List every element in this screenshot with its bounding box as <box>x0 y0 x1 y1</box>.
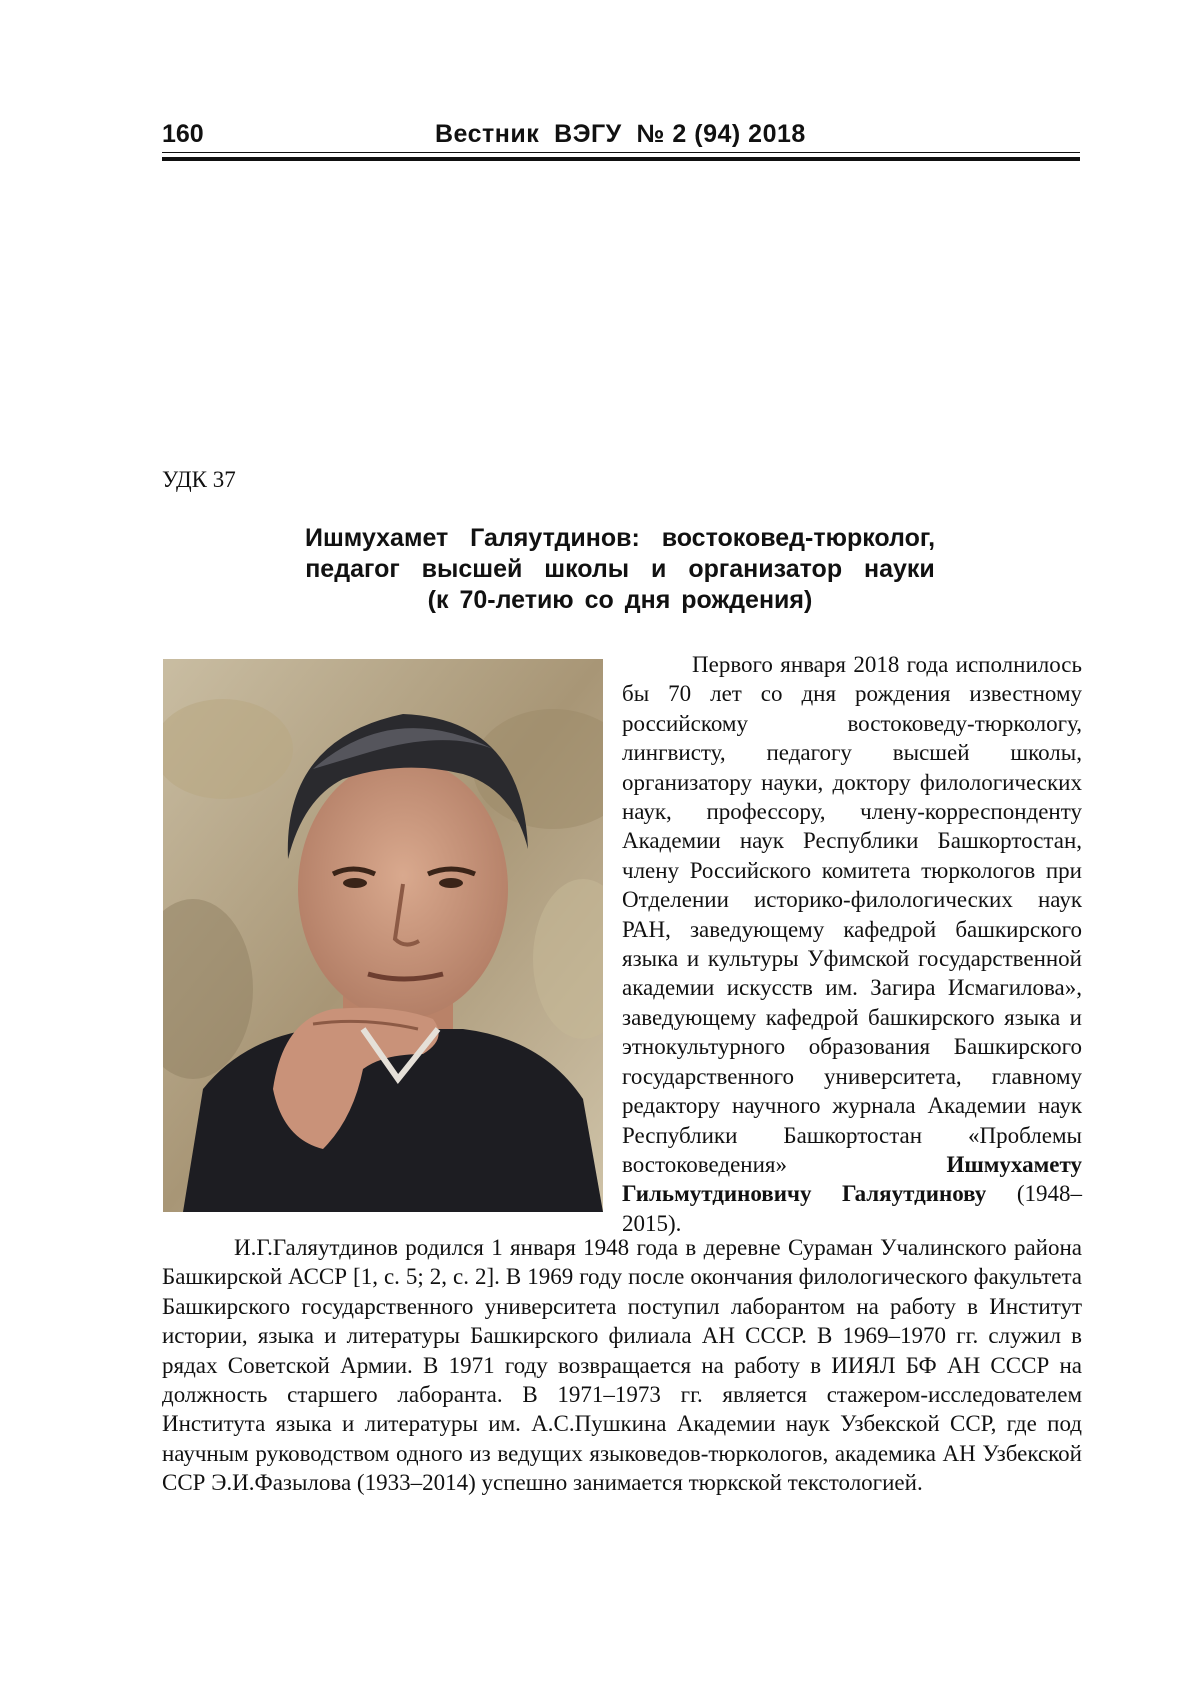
title-line-1: Ишмухамет Галяутдинов: востоковед-тюрколог, <box>304 524 936 552</box>
page-number: 160 <box>162 120 204 148</box>
header-rule-thin <box>162 152 1080 153</box>
article-title <box>200 523 1040 616</box>
title-line-3: (к 70-летию со дня рождения) <box>427 586 813 614</box>
honoree-name: Ишмухамету Гильмутдиновичу Галяутдинову <box>622 1151 1082 1207</box>
honoree-years: (1948–2015). <box>622 1181 1082 1236</box>
journal-title: Вестник ВЭГУ № 2 (94) 2018 <box>435 120 806 148</box>
header-rule-thick <box>162 157 1080 161</box>
portrait-illustration <box>163 659 603 1212</box>
body-text: И.Г.Галяутдинов родился 1 января 1948 года в деревне Сураман Учалинского района Башкирской АССР [1, с. 5; 2, с. 2]. В 1969 году после окончания филологического факультета Башкирского государственного университета поступил лаборантом на работу в Институт истории, языка и литературы Башкирского филиала АН СССР. В 1969–1970 гг. служил в рядах Советской Армии. В 1971 году возвращается на работу в ИИЯЛ БФ АН СССР на должность старшего лаборанта. В 1971–1973 гг. является стажером-исследователем Института языка и литературы им. А.С.Пушкина Академии наук Узбекской ССР, где под научным руководством одного из ведущих языковедов-тюркологов, академика АН Узбекской ССР Э.И.Фазылова (1933–2014) успешно занимается тюркской текстологией. <box>162 1235 1082 1496</box>
intro-paragraph <box>622 650 1082 1238</box>
running-header <box>162 112 1080 152</box>
udk-code: УДК 37 <box>162 467 236 492</box>
title-line-2: педагог высшей школы и организатор науки <box>305 555 935 583</box>
portrait-photo <box>163 659 603 1212</box>
intro-text: Первого января 2018 года исполнилось бы 70 лет со дня рождения известному российскому востоковеду-тюркологу, лингвисту, педагогу высшей школы, организатору науки, доктору филологических наук, профессору, члену-корреспонденту Академии наук Республики Башкортостан, члену Российского комитета тюркологов при Отделении историко-филологических наук РАН, заведующему кафедрой башкирского языка и культуры Уфимской государственной академии искусств им. Загира Исмагилова», заведующему кафедрой башкирского языка и этнокультурного образования Башкирского государственного университета, главному редактору научного журнала Академии наук Республики Башкортостан «Проблемы востоковедения» <box>622 652 1082 1177</box>
body-paragraph <box>162 1233 1082 1498</box>
